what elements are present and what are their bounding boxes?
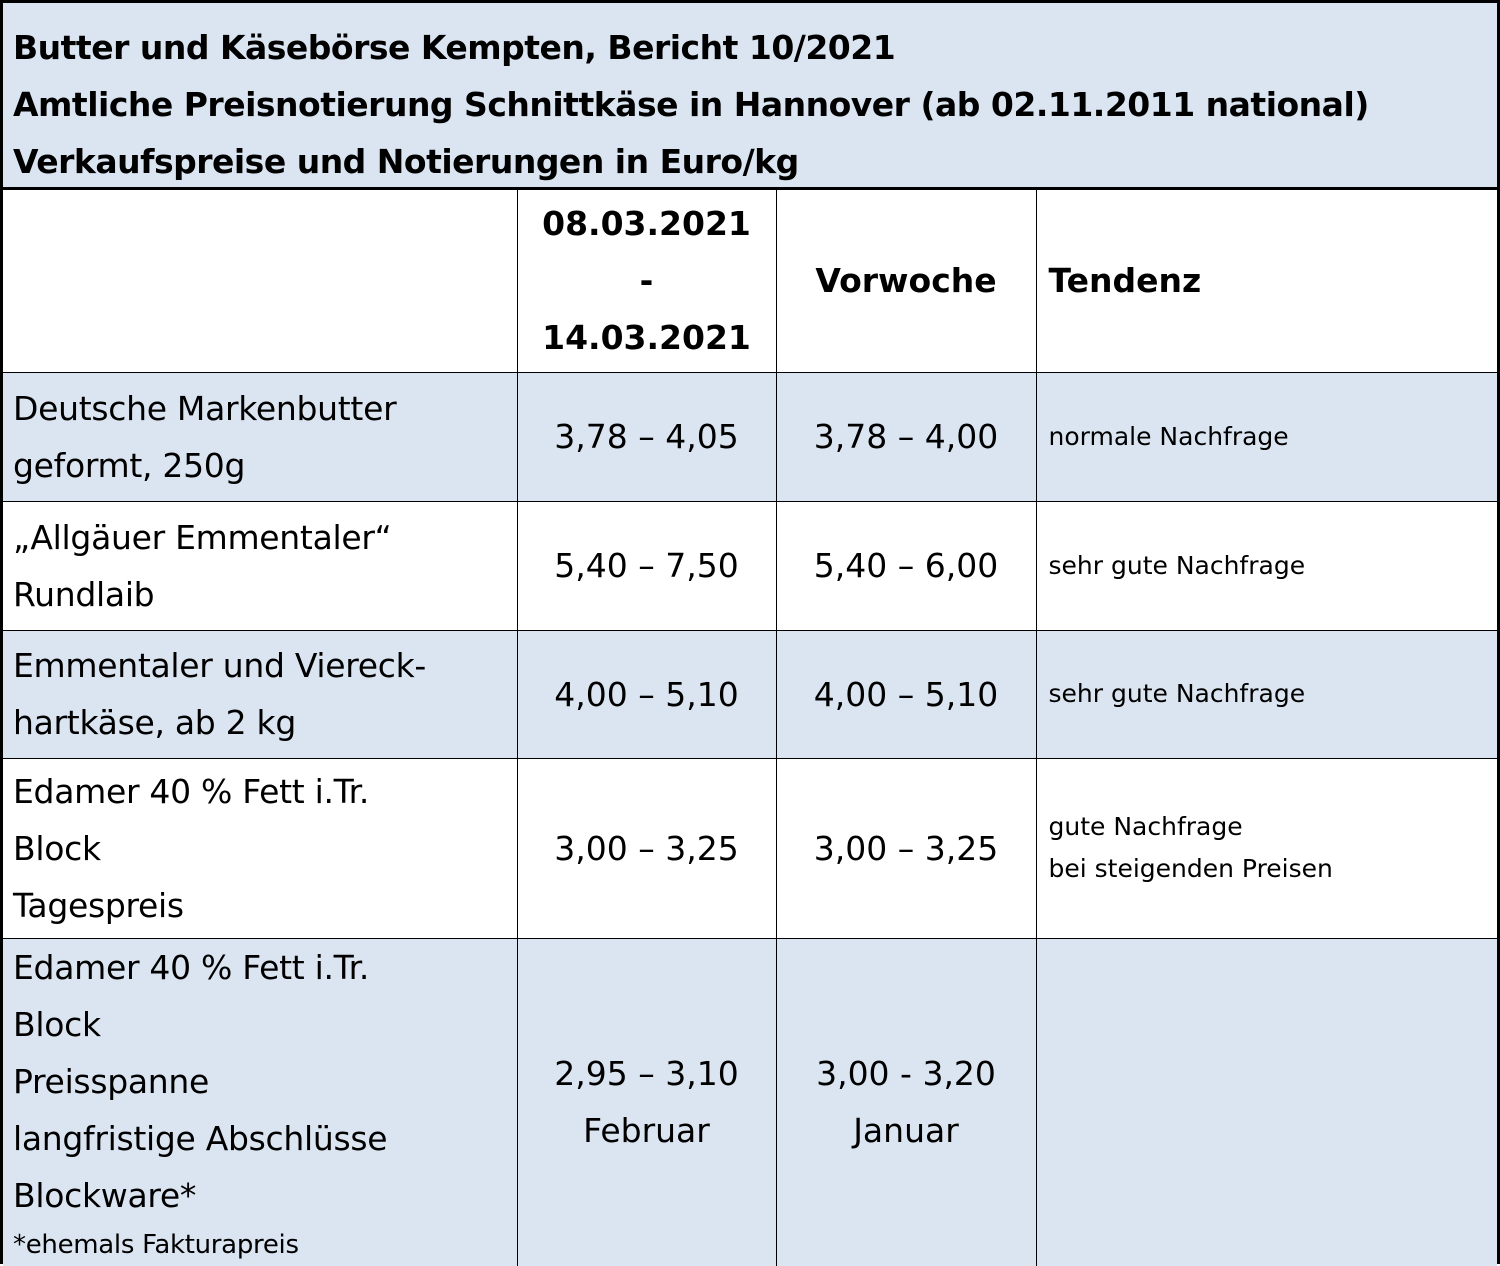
- price-table: [3, 190, 1497, 1266]
- table-row: [3, 501, 1497, 630]
- trend-line: bei steigenden Preisen: [1048, 854, 1333, 883]
- current-price-period: Februar: [583, 1111, 710, 1150]
- product-line: Blockware*: [13, 1175, 197, 1215]
- table-row: [3, 758, 1497, 938]
- previous-price-cell: 3,78 – 4,00: [776, 372, 1036, 501]
- trend-line: sehr gute Nachfrage: [1048, 679, 1306, 708]
- trend-line: normale Nachfrage: [1048, 421, 1289, 451]
- product-line: Rundlaib: [13, 574, 155, 614]
- header-cell-previous-week: Vorwoche: [776, 190, 1036, 372]
- trend-line: sehr gute Nachfrage: [1048, 550, 1306, 580]
- product-cell: [3, 938, 517, 1266]
- current-price-cell: 3,78 – 4,05: [517, 372, 776, 501]
- product-line: geformt, 250g: [13, 445, 246, 485]
- previous-price-cell: 4,00 – 5,10: [776, 630, 1036, 758]
- current-week-end: 14.03.2021: [542, 318, 751, 358]
- trend-cell: [1036, 758, 1497, 938]
- product-line: langfristige Abschlüsse: [13, 1118, 388, 1158]
- table-row: [3, 630, 1497, 758]
- table-row: [3, 938, 1497, 1266]
- product-line: Edamer 40 % Fett i.Tr.: [13, 947, 370, 987]
- product-line: Preisspanne: [13, 1061, 210, 1101]
- header-cell-trend: Tendenz: [1036, 190, 1497, 372]
- trend-cell: [1036, 501, 1497, 630]
- current-price-cell: 5,40 – 7,50: [517, 501, 776, 630]
- product-line: Tagespreis: [13, 885, 184, 925]
- product-cell: [3, 758, 517, 938]
- table-header-row: [3, 190, 1497, 372]
- trend-cell: [1036, 372, 1497, 501]
- current-price-cell: 3,00 – 3,25: [517, 758, 776, 938]
- current-week-separator: -: [639, 261, 654, 301]
- product-line: Edamer 40 % Fett i.Tr.: [13, 771, 370, 811]
- header-cell-product: [3, 190, 517, 372]
- previous-price-range: 3,00 - 3,20: [816, 1054, 996, 1093]
- product-cell: [3, 372, 517, 501]
- previous-price-period: Januar: [853, 1111, 959, 1150]
- trend-cell: [1036, 630, 1497, 758]
- product-footnote: *ehemals Fakturapreis: [13, 1229, 299, 1260]
- current-price-cell: [517, 938, 776, 1266]
- report-subtitle: Amtliche Preisnotierung Schnittkäse in Hannover (ab 02.11.2011 national): [13, 85, 1369, 124]
- header-cell-current-week: [517, 190, 776, 372]
- report-title: Butter und Käsebörse Kempten, Bericht 10/2021: [13, 28, 896, 67]
- previous-price-cell: 5,40 – 6,00: [776, 501, 1036, 630]
- product-line: „Allgäuer Emmentaler“: [13, 517, 392, 557]
- product-line: Block: [13, 1004, 101, 1044]
- product-cell: [3, 630, 517, 758]
- previous-price-cell: [776, 938, 1036, 1266]
- product-line: Emmentaler und Viereck-: [13, 646, 427, 685]
- report-unit-note: Verkaufspreise und Notierungen in Euro/kg: [13, 142, 799, 181]
- product-line: Deutsche Markenbutter: [13, 388, 397, 428]
- current-price-range: 2,95 – 3,10: [554, 1054, 739, 1093]
- product-line: Block: [13, 828, 101, 868]
- table-row: [3, 372, 1497, 501]
- trend-cell: [1036, 938, 1497, 1266]
- current-price-cell: 4,00 – 5,10: [517, 630, 776, 758]
- product-line: hartkäse, ab 2 kg: [13, 703, 296, 742]
- product-cell: [3, 501, 517, 630]
- report-header: [3, 3, 1497, 190]
- current-week-start: 08.03.2021: [542, 204, 751, 244]
- previous-price-cell: 3,00 – 3,25: [776, 758, 1036, 938]
- trend-line: gute Nachfrage: [1048, 812, 1243, 841]
